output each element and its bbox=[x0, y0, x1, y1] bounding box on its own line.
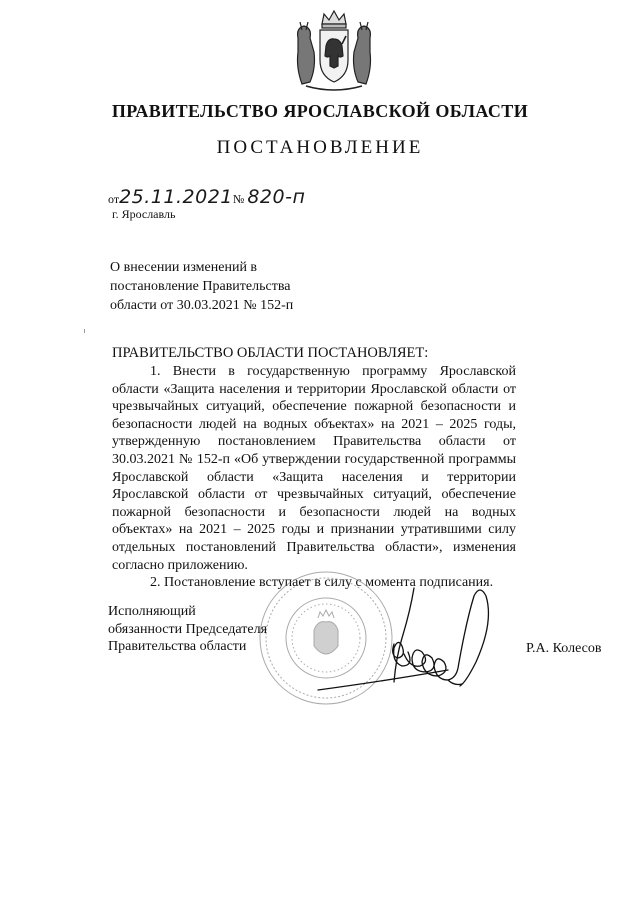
signer-name: Р.А. Колесов bbox=[526, 641, 602, 656]
document-type-title: ПОСТАНОВЛЕНИЕ bbox=[216, 137, 424, 158]
signer-role bbox=[108, 603, 267, 656]
signer-role-line: Правительства области bbox=[108, 639, 247, 654]
government-title: ПРАВИТЕЛЬСТВО ЯРОСЛАВСКОЙ ОБЛАСТИ bbox=[111, 101, 529, 121]
handwritten-signature bbox=[298, 582, 508, 700]
signer-role-line: Исполняющий bbox=[108, 604, 196, 619]
document-subject bbox=[110, 258, 320, 315]
subject-line: постановление Правительства bbox=[110, 279, 291, 294]
date-prefix: от bbox=[108, 192, 120, 206]
date-number-line bbox=[108, 186, 305, 208]
document-number: 820-п bbox=[247, 186, 306, 208]
subject-line: области от 30.03.2021 № 152-п bbox=[110, 298, 294, 313]
margin-mark bbox=[84, 329, 85, 333]
coat-of-arms-emblem bbox=[288, 8, 380, 94]
document-date: 25.11.2021 bbox=[119, 186, 233, 208]
body-paragraph: 2. Постановление вступает в силу с момента подписания. bbox=[150, 575, 494, 591]
decree-heading: ПРАВИТЕЛЬСТВО ОБЛАСТИ ПОСТАНОВЛЯЕТ: bbox=[112, 345, 429, 361]
signer-role-line: обязанности Председателя bbox=[108, 621, 268, 637]
body-paragraph: 1. Внести в государственную программу Ярославской области «Защита населения и территории Ярославской области от чрезвычайных ситуаций, обеспечение пожарной безопасности и безопасности людей на водных объектах» на 2021 – 2025 годы, утвержденную постановлением Правительства области от 30.03.2021 № 152-п «Об утверждении государственной программы Ярославской области «Защита населения и территории Ярославской области от чрезвычайных ситуаций, обеспечение пожарной безопасности и безопасности людей на водных объектах» на 2021 – 2025 годы и признании утратившими силу отдельных постановлений Правительства области», изменения согласно приложению. bbox=[112, 364, 516, 573]
city-label: г. Ярославль bbox=[112, 207, 176, 221]
number-prefix: № bbox=[232, 192, 245, 206]
subject-line: О внесении изменений в bbox=[110, 260, 258, 275]
document-body bbox=[112, 363, 516, 592]
